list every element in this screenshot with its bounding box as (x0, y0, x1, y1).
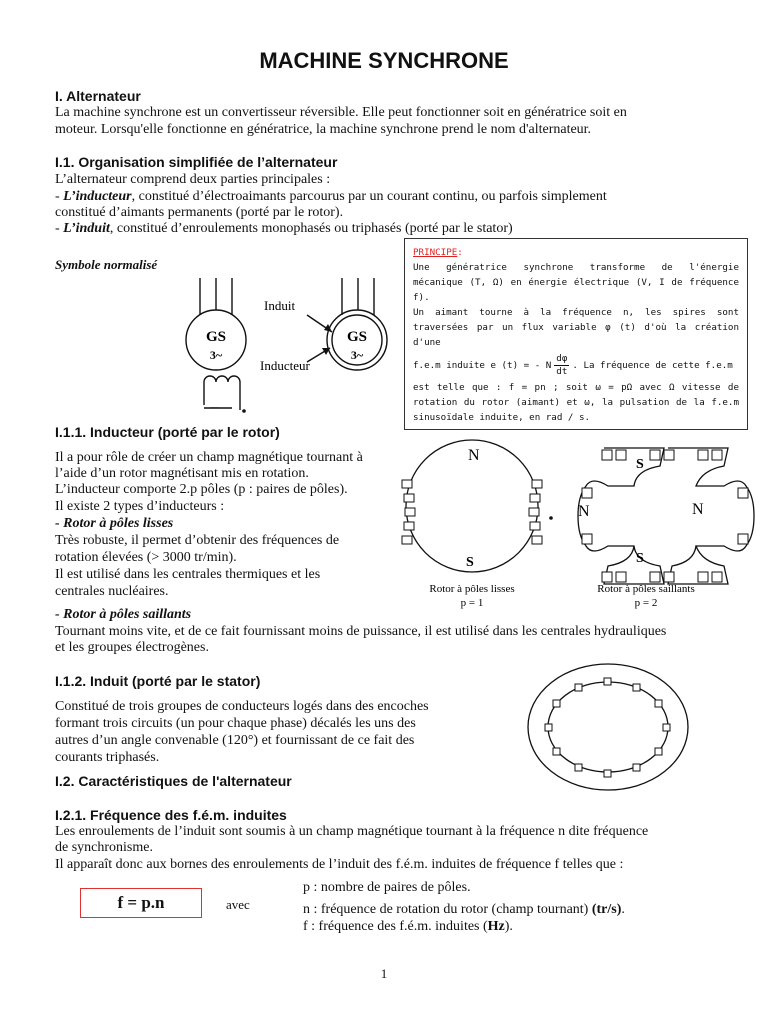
freq-line-2: de synchronisme. (55, 840, 153, 855)
heading-organisation: I.1. Organisation simplifiée de l’alternateur (55, 154, 338, 170)
left-gs-label: GS (205, 329, 227, 345)
salient-rotor-outline (578, 448, 754, 584)
heading-caracteristiques: I.2. Caractéristiques de l'alternateur (55, 773, 292, 789)
terminal-dot (242, 409, 246, 413)
org-line-3: constitué d’aimants permanents (porté par le rotor). (55, 205, 344, 220)
saillants-label: - Rotor à pôles saillants (55, 607, 192, 622)
def-f: f : fréquence des f.é.m. induites (Hz). (303, 919, 513, 934)
salient-pole-shape-left (578, 448, 664, 584)
coil-icon (204, 376, 240, 382)
induit-line-3: autres d’un angle convenable (120°) et fournissant de ce fait des (55, 733, 415, 748)
principe-formula-line: f.e.m induite e (t) = - N $\frac{d\varphi}{dt}$ . La fréquence de cette f.e.m (413, 352, 733, 377)
lisses-line-1: Très robuste, il permet d’obtenir des fréquences de (55, 533, 340, 548)
inducteur-line-2: l’aide d’un rotor magnétisant mis en rotation. (55, 466, 309, 481)
saillants-line-2: et les groupes électrogènes. (55, 640, 209, 655)
frac-num: dφ (556, 352, 568, 364)
frac-den: dt (556, 365, 568, 377)
salient-n-left-label: N (578, 503, 590, 520)
page-title: MACHINE SYNCHRONE (259, 48, 509, 73)
saillants-p: p = 2 (634, 597, 658, 609)
principe-title: PRINCIPE (413, 247, 458, 258)
lisses-line-2: rotation élevées (> 3000 tr/min). (55, 550, 237, 565)
lisses-label: - Rotor à pôles lisses (55, 516, 174, 531)
salient-s-top-label: S (636, 457, 644, 472)
inducteur-line-4: Il existe 2 types d’inducteurs : (55, 499, 225, 514)
stator-inner (548, 682, 668, 772)
salient-n-right-label: N (692, 501, 704, 518)
rotors-diagram (396, 436, 766, 616)
lisses-line-3: Il est utilisé dans les centrales thermiques et les (55, 567, 321, 582)
smooth-n-label: N (468, 447, 480, 464)
inducteur-line-1: Il a pour rôle de créer un champ magnétique tournant à (55, 450, 363, 465)
org-line-1: L’alternateur comprend deux parties principales : (55, 172, 331, 187)
right-phase-label: 3~ (350, 348, 364, 362)
heading-alternateur: I. Alternateur (55, 88, 141, 104)
heading-inducteur: I.1.1. Inducteur (porté par le rotor) (55, 424, 280, 440)
lisses-p: p = 1 (460, 597, 484, 609)
induit-label: Induit (264, 298, 296, 313)
left-phase-label: 3~ (209, 348, 223, 362)
symbole-label: Symbole normalisé (55, 257, 158, 272)
def-p: p : nombre de paires de pôles. (303, 880, 471, 895)
intro-line-1: La machine synchrone est un convertisseur réversible. Elle peut fonctionner soit en génératrice soit en (55, 105, 627, 120)
principe-box: PRINCIPE: Une génératrice synchrone transforme de l'énergie mécanique (T, Ω) en énergie électrique (V, I de fréquence f). Un aimant tourne à la fréquence n, les spires sont traversées par un flux variable φ (t) d'où la création d'une f.e.m induite e (t) = - N $\frac{d\varphi}{dt}$ . La fréquence de cette f.e.m est telle que : f = pn ; soit ω = pΩ avec Ω vitesse de rotation du rotor (aimant) et ω, la pulsation de la f.e.m sinusoïdale induite, en rad / s. (404, 238, 748, 430)
freq-line-1: Les enroulements de l’induit sont soumis à un champ magnétique tournant à la fréquence n dite fréquence (55, 824, 649, 839)
heading-frequence: I.2.1. Fréquence des f.é.m. induites (55, 807, 287, 823)
lisses-line-4: centrales nucléaires. (55, 584, 169, 599)
page-number: 1 (380, 966, 388, 981)
saillants-line-1: Tournant moins vite, et de ce fait fournissant moins de puissance, il est utilisé dans les centrales hydrauliques (55, 624, 667, 639)
induit-line-1: Constitué de trois groupes de conducteurs logés dans des encoches (55, 699, 429, 714)
right-gs-label: GS (346, 329, 368, 345)
def-n: n : fréquence de rotation du rotor (champ tournant) (tr/s). (303, 902, 625, 917)
saillants-caption: Rotor à pôles saillants (597, 583, 695, 595)
freq-line-3: Il apparaît donc aux bornes des enroulements de l’induit des f.é.m. induites de fréquence f telles que : (55, 857, 624, 872)
smooth-s-label: S (466, 555, 474, 570)
smooth-rotor-dot (549, 516, 553, 520)
induit-line-2: formant trois circuits (un pour chaque phase) décalés les uns des (55, 716, 416, 731)
heading-induit: I.1.2. Induit (porté par le stator) (55, 673, 261, 689)
inducteur-line-3: L’inducteur comporte 2.p pôles (p : paires de pôles). (55, 482, 348, 497)
salient-pole-shape-right (668, 448, 754, 584)
org-line-2: - L’inducteur, constitué d’électroaimants parcourus par un courant continu, ou parfois simplement (55, 189, 607, 204)
salient-coils (582, 450, 748, 582)
intro-line-2: moteur. Lorsqu'elle fonctionne en génératrice, la machine synchrone prend le nom d'alternateur. (55, 122, 592, 137)
org-line-4: - L’induit, constitué d’enroulements monophasés ou triphasés (porté par le stator) (55, 221, 513, 236)
salient-s-bottom-label: S (636, 551, 644, 566)
dc-symbol: --- (210, 402, 219, 412)
stator-slots (545, 678, 670, 777)
avec-label: avec (226, 897, 250, 912)
symbole-diagram (180, 270, 400, 420)
inducteur-label: Inducteur (260, 358, 310, 373)
principe-title-line: PRINCIPE: (413, 247, 463, 258)
stator-diagram (525, 662, 691, 792)
formula-box: f = p.n (80, 888, 202, 918)
induit-line-4: courants triphasés. (55, 750, 160, 765)
lisses-caption: Rotor à pôles lisses (429, 583, 515, 595)
